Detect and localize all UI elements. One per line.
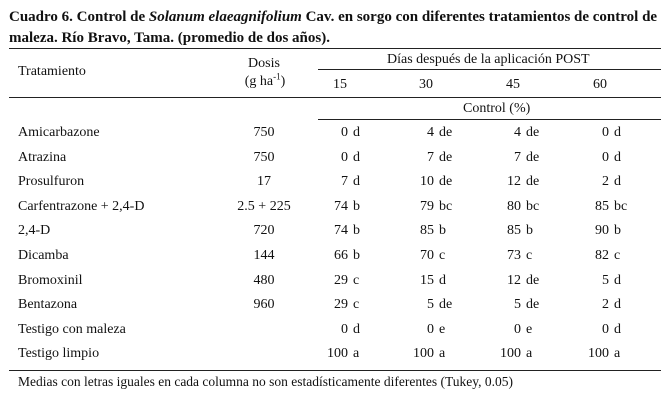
top-rule (9, 48, 661, 49)
days-rule (318, 69, 661, 70)
header-days: Días después de la aplicación POST (387, 52, 590, 67)
row-letter: d (439, 273, 446, 288)
row-value: 0 (427, 322, 434, 337)
footnote: Medias con letras iguales en cada columna no son estadísticamente diferentes (Tukey, 0.05) (18, 374, 513, 389)
row-treatment: Bromoxinil (18, 273, 83, 288)
row-value: 5 (514, 297, 521, 312)
row-dose: 2.5 + 225 (237, 199, 291, 214)
row-treatment: Testigo con maleza (18, 322, 126, 337)
row-value: 82 (595, 248, 609, 263)
row-letter: de (526, 125, 540, 140)
row-letter: d (614, 174, 621, 189)
header-dose: Dosis (248, 56, 280, 71)
row-value: 0 (341, 322, 348, 337)
dose-unit-pre: (g ha (244, 74, 274, 89)
row-letter: bc (614, 199, 628, 214)
row-value: 85 (595, 199, 609, 214)
row-value: 79 (420, 199, 434, 214)
row-dose: 480 (253, 273, 275, 288)
row-letter: b (353, 248, 360, 263)
row-treatment: Atrazina (18, 150, 67, 165)
row-value: 7 (427, 150, 434, 165)
row-value: 100 (327, 346, 348, 361)
row-letter: de (526, 150, 540, 165)
row-letter: d (614, 273, 621, 288)
bottom-rule (9, 370, 661, 371)
row-value: 4 (427, 125, 434, 140)
caption-species: Solanum elaeagnifolium (148, 9, 302, 25)
row-letter: b (526, 223, 533, 238)
row-value: 80 (507, 199, 521, 214)
caption-post: Cav. en sorgo con diferentes tratamientos de control de maleza. Río Bravo, Tama. (promedio de dos años). (9, 9, 658, 46)
row-value: 0 (602, 150, 609, 165)
dose-unit-sup: -1 (273, 71, 281, 82)
control-rule (318, 119, 661, 120)
row-value: 4 (514, 125, 521, 140)
row-letter: c (526, 248, 533, 263)
row-letter: d (353, 125, 360, 140)
row-letter: e (526, 322, 533, 337)
row-letter: c (353, 297, 360, 312)
header-control: Control (%) (463, 101, 531, 116)
row-value: 10 (420, 174, 434, 189)
row-value: 74 (334, 199, 348, 214)
row-letter: a (614, 346, 621, 361)
row-letter: d (614, 125, 621, 140)
row-letter: b (353, 223, 360, 238)
row-treatment: Prosulfuron (18, 174, 85, 189)
row-letter: d (353, 322, 360, 337)
row-value: 90 (595, 223, 609, 238)
row-value: 85 (420, 223, 434, 238)
row-letter: d (353, 174, 360, 189)
day-col-60: 60 (593, 77, 607, 92)
row-dose: 960 (253, 297, 275, 312)
row-value: 15 (420, 273, 434, 288)
row-dose: 17 (257, 174, 271, 189)
row-value: 2 (602, 174, 609, 189)
row-dose: 750 (253, 150, 275, 165)
caption-label: Cuadro 6. (9, 9, 73, 25)
row-value: 12 (507, 174, 521, 189)
row-letter: d (614, 322, 621, 337)
row-letter: d (614, 297, 621, 312)
row-treatment: Amicarbazone (18, 125, 100, 140)
row-letter: de (526, 297, 540, 312)
row-letter: a (439, 346, 446, 361)
row-dose: 750 (253, 125, 275, 140)
row-letter: de (439, 125, 453, 140)
row-value: 74 (334, 223, 348, 238)
row-letter: de (439, 297, 453, 312)
row-letter: de (526, 174, 540, 189)
row-letter: bc (526, 199, 540, 214)
row-letter: b (353, 199, 360, 214)
row-value: 66 (334, 248, 348, 263)
row-letter: c (614, 248, 621, 263)
row-value: 29 (334, 297, 348, 312)
caption-pre: Control de (76, 9, 146, 25)
row-value: 100 (413, 346, 434, 361)
row-value: 7 (341, 174, 348, 189)
row-letter: d (353, 150, 360, 165)
row-value: 29 (334, 273, 348, 288)
row-letter: de (439, 174, 453, 189)
row-value: 0 (602, 322, 609, 337)
row-letter: de (526, 273, 540, 288)
row-value: 73 (507, 248, 521, 263)
header-rule (9, 97, 661, 98)
row-value: 0 (341, 125, 348, 140)
row-treatment: Bentazona (18, 297, 78, 312)
row-treatment: Carfentrazone + 2,4-D (18, 199, 145, 214)
row-letter: c (439, 248, 446, 263)
row-value: 100 (588, 346, 609, 361)
dose-unit-post: ) (280, 74, 286, 89)
row-letter: bc (439, 199, 453, 214)
row-letter: b (614, 223, 621, 238)
row-value: 5 (427, 297, 434, 312)
row-letter: a (526, 346, 533, 361)
day-col-15: 15 (333, 77, 347, 92)
header-dose-unit (235, 71, 295, 90)
row-letter: d (614, 150, 621, 165)
header-treatment: Tratamiento (18, 64, 86, 79)
day-col-30: 30 (419, 77, 433, 92)
row-value: 100 (500, 346, 521, 361)
row-letter: de (439, 150, 453, 165)
row-dose: 144 (253, 248, 275, 263)
row-treatment: Dicamba (18, 248, 69, 263)
row-value: 2 (602, 297, 609, 312)
row-dose: 720 (253, 223, 275, 238)
row-value: 0 (341, 150, 348, 165)
table-caption (9, 7, 659, 49)
row-letter: a (353, 346, 360, 361)
row-value: 0 (602, 125, 609, 140)
row-treatment: 2,4-D (18, 223, 51, 238)
row-treatment: Testigo limpio (18, 346, 100, 361)
row-value: 5 (602, 273, 609, 288)
row-value: 0 (514, 322, 521, 337)
row-letter: c (353, 273, 360, 288)
row-value: 12 (507, 273, 521, 288)
row-value: 70 (420, 248, 434, 263)
row-value: 85 (507, 223, 521, 238)
row-letter: e (439, 322, 446, 337)
row-value: 7 (514, 150, 521, 165)
day-col-45: 45 (506, 77, 520, 92)
row-letter: b (439, 223, 446, 238)
